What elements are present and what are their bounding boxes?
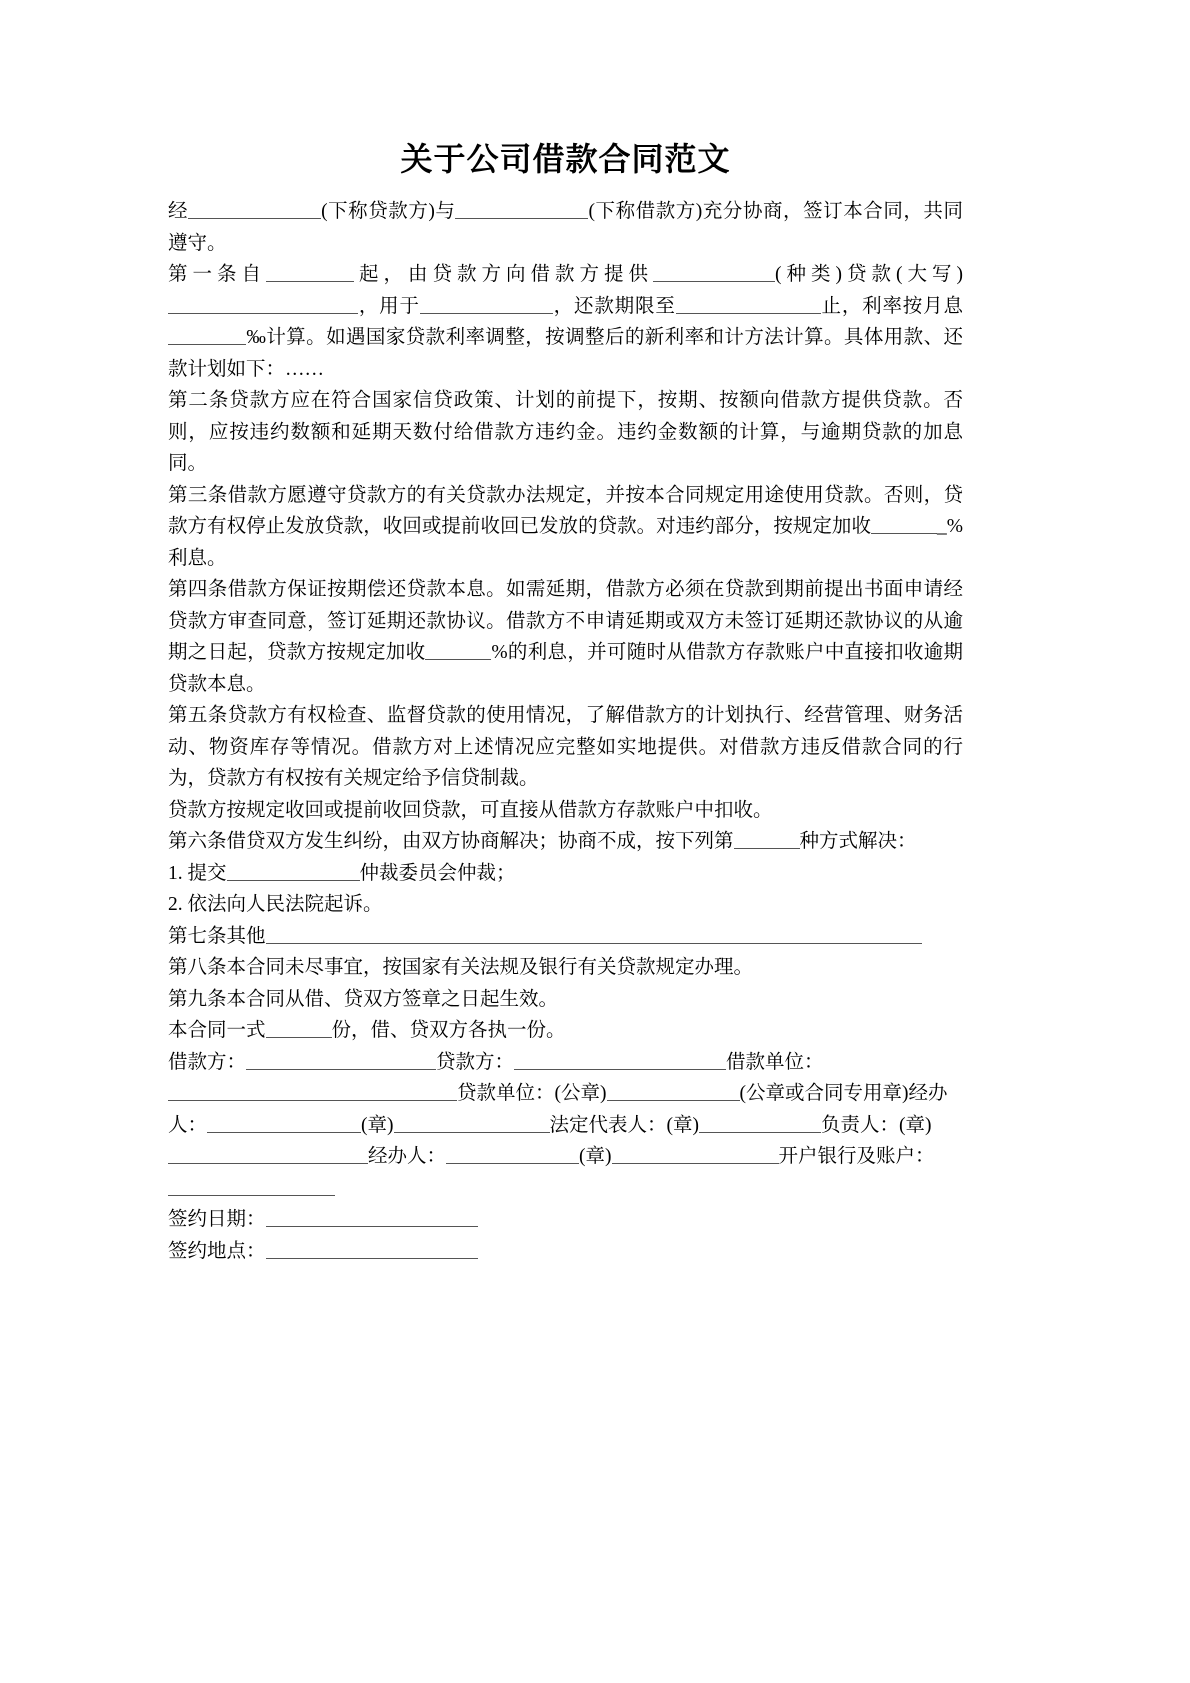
signature-line-1 — [168, 1047, 963, 1205]
article6-text-a: 第六条借贷双方发生纠纷，由双方协商解决；协商不成，按下列第 — [168, 831, 734, 853]
lender-unit-label: 贷款单位：(公章) — [457, 1083, 607, 1105]
article1-text-b: 起，由贷款方向借款方提供 — [354, 264, 653, 286]
bank-account-label: 开户银行及账户： — [778, 1146, 935, 1168]
article4-text-b: %的利息，并可随时从借款方存款账户中直接扣收逾期贷款本息。 — [168, 642, 963, 695]
blank-seal-a[interactable] — [394, 1113, 550, 1133]
article3-text-b: _%利息。 — [168, 516, 963, 569]
blank-lender-name[interactable] — [188, 200, 321, 220]
page-title: 关于公司借款合同范文 — [400, 141, 731, 177]
seal-b-label: (章) — [579, 1146, 612, 1168]
preamble-text-a: 经 — [168, 201, 189, 223]
blank-agent-2-cont[interactable] — [317, 1113, 361, 1133]
blank-agent-4[interactable] — [446, 1145, 579, 1165]
blank-sign-date[interactable] — [266, 1208, 478, 1228]
paragraph-article-6-item-2: 2. 依法向人民法院起诉。 — [168, 894, 383, 916]
seal-note: (公章或合同专用章)经办人： — [168, 1083, 948, 1136]
blank-borrower-unit[interactable] — [168, 1082, 324, 1102]
lender-label: 贷款方： — [436, 1051, 515, 1073]
sign-date-label: 签约日期： — [168, 1209, 266, 1231]
blank-loan-amount[interactable] — [168, 294, 358, 314]
article3-text-a: 第三条借款方愿遵守贷款方的有关贷款办法规定，并按本合同规定用途使用贷款。否则，贷款方有权停止发放贷款，收回或提前收回已发放的贷款。对违约部分，按规定加收 — [168, 484, 963, 538]
blank-bank-account[interactable] — [168, 1176, 335, 1196]
copies-text-a: 本合同一式 — [168, 1020, 266, 1042]
blank-start-date[interactable] — [266, 263, 354, 283]
document-content — [168, 140, 963, 1267]
article1-text-g: ‰计算。如遇国家贷款利率调整，按调整后的新利率和计方法计算。具体用款、还款计划如下：…… — [168, 327, 963, 380]
paragraph-article-6-item-1 — [168, 858, 963, 890]
blank-arbitration-commission[interactable] — [227, 861, 360, 881]
blank-responsible-person[interactable] — [168, 1145, 313, 1165]
paragraph-article-5-extra: 贷款方按规定收回或提前收回贷款，可直接从借款方存款账户中扣收。 — [168, 799, 773, 821]
paragraph-article-3 — [168, 480, 963, 575]
article7-text-a: 第七条其他 — [168, 925, 266, 947]
responsible-label: 负责人：(章) — [821, 1114, 932, 1136]
blank-penalty-interest-3[interactable] — [871, 515, 937, 535]
preamble-text-b: (下称贷款方)与 — [321, 201, 456, 223]
legal-rep-label: 法定代表人：(章) — [549, 1114, 700, 1136]
seal-a-label: (章) — [361, 1114, 394, 1136]
article1-text-a: 第一条自 — [168, 264, 266, 286]
blank-borrower-signature[interactable] — [246, 1050, 436, 1070]
blank-agent-2[interactable] — [207, 1113, 317, 1133]
paragraph-article-2: 第二条贷款方应在符合国家信贷政策、计划的前提下，按期、按额向借款方提供贷款。否则，应按违约数额和延期天数付给借款方违约金。违约金数额的计算，与逾期贷款的加息同。 — [168, 390, 963, 475]
borrower-unit-label: 借款单位： — [726, 1051, 824, 1073]
blank-monthly-interest[interactable] — [168, 326, 246, 346]
blank-seal-b[interactable] — [612, 1145, 779, 1165]
blank-loan-type[interactable] — [653, 263, 775, 283]
blank-sign-place[interactable] — [266, 1239, 478, 1259]
borrower-label: 借款方： — [168, 1051, 247, 1073]
blank-agent-4-lead[interactable] — [313, 1145, 368, 1165]
blank-other-terms[interactable] — [266, 924, 922, 944]
article6-item1-text-a: 1. 提交 — [168, 862, 227, 884]
article1-text-d: ，用于 — [358, 295, 420, 317]
paragraph-article-9: 第九条本合同从借、贷双方签章之日起生效。 — [168, 988, 559, 1010]
paragraph-copies — [168, 1015, 963, 1047]
paragraph-article-6 — [168, 826, 963, 858]
blank-lender-signature[interactable] — [514, 1050, 726, 1070]
article6-text-b: 种方式解决： — [799, 831, 917, 853]
paragraph-article-8: 第八条本合同未尽事宜，按国家有关法规及银行有关贷款规定办理。 — [168, 957, 754, 979]
article1-text-f: 止，利率按月息 — [820, 295, 963, 317]
blank-borrower-unit-cont[interactable] — [324, 1082, 457, 1102]
blank-lender-unit-seal[interactable] — [607, 1082, 740, 1102]
signature-place-line — [168, 1236, 963, 1268]
article1-text-c: (种类)贷款(大写) — [775, 264, 963, 286]
paragraph-article-7 — [168, 921, 963, 953]
paragraph-preamble — [168, 196, 963, 259]
article1-text-e: ，还款期限至 — [552, 295, 676, 317]
signature-block — [168, 1047, 963, 1268]
paragraph-article-4 — [168, 574, 963, 700]
sign-place-label: 签约地点： — [168, 1240, 266, 1262]
blank-loan-purpose[interactable] — [420, 294, 553, 314]
blank-repayment-deadline[interactable] — [676, 294, 821, 314]
article4-text-a: 第四条借款方保证按期偿还贷款本息。如需延期，借款方必须在贷款到期前提出书面申请经贷款方审查同意，签订延期还款协议。借款方不申请延期或双方未签订延期还款协议的从逾期之日起，贷款方按规定加收 — [168, 579, 963, 664]
blank-borrower-name[interactable] — [455, 200, 588, 220]
agent-label-4: 经办人： — [368, 1146, 447, 1168]
blank-dispute-method[interactable] — [734, 830, 800, 850]
blank-penalty-interest-4[interactable] — [425, 641, 491, 661]
paragraph-article-1 — [168, 259, 963, 385]
paragraph-article-5: 第五条贷款方有权检查、监督贷款的使用情况，了解借款方的计划执行、经营管理、财务活动、物资库存等情况。借款方对上述情况应完整如实地提供。对借款方违反借款合同的行为，贷款方有权按有关规定给予信贷制裁。 — [168, 705, 963, 790]
blank-copies-count[interactable] — [266, 1019, 332, 1039]
article6-item1-text-b: 仲裁委员会仲裁； — [359, 862, 516, 884]
copies-text-b: 份，借、贷双方各执一份。 — [331, 1020, 566, 1042]
signature-date-line — [168, 1204, 963, 1236]
preamble-text-c: (下称借款方)充分协商，签订本合同，共同遵守。 — [168, 201, 963, 254]
blank-legal-rep[interactable] — [699, 1113, 821, 1133]
